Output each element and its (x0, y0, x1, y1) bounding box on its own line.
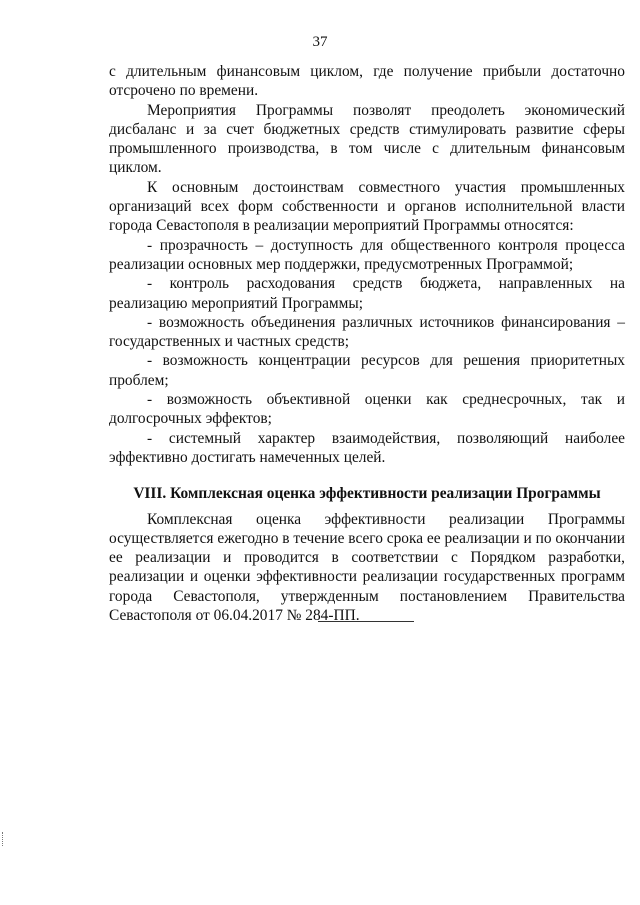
paragraph-program-measures: Мероприятия Программы позволят преодолеть экономический дисбаланс и за счет бюджетных средств стимулировать развитие сферы промышленного производства, в том числе с длительным финансовым циклом. (109, 101, 625, 177)
document-body (109, 62, 625, 625)
scan-edge-mark (2, 832, 5, 846)
list-item-funding-sources: - возможность объединения различных источников финансирования – государственных и частных средств; (109, 313, 625, 351)
end-separator-line (318, 621, 414, 622)
list-item-budget-control: - контроль расходования средств бюджета, направленных на реализацию мероприятий Программы; (109, 275, 625, 312)
paragraph-continuation: с длительным финансовым циклом, где получение прибыли достаточно отсрочено по времени. (109, 63, 625, 100)
list-item-effects-assessment: - возможность объективной оценки как среднесрочных, так и долгосрочных эффектов; (109, 391, 625, 428)
section-heading: VIII. Комплексная оценка эффективности реализации Программы (133, 485, 601, 503)
list-item-transparency: - прозрачность – доступность для общественного контроля процесса реализации основных мер поддержки, предусмотренных Программой; (109, 236, 625, 273)
paragraph-advantages-intro: К основным достоинствам совместного участия промышленных организаций всех форм собственности и органов исполнительной власти города Севастополя в реализации мероприятий Программы относятся: (109, 178, 625, 235)
list-item-systemic-interaction: - системный характер взаимодействия, позволяющий наиболее эффективно достигать намеченных целей. (109, 429, 625, 466)
section-paragraph: Комплексная оценка эффективности реализации Программы осуществляется ежегодно в течение всего срока ее реализации и по окончании ее реализации и проводится в соответствии с Порядком разработки, реализации и оценки эффективности реализации государственных программ города Севастополя, утвержденным постановлением Правительства Севастополя от 06.04.2017 № 284-ПП. (109, 510, 625, 625)
list-item-resource-concentration: - возможность концентрации ресурсов для решения приоритетных проблем; (109, 352, 625, 389)
page-number: 37 (312, 34, 328, 50)
